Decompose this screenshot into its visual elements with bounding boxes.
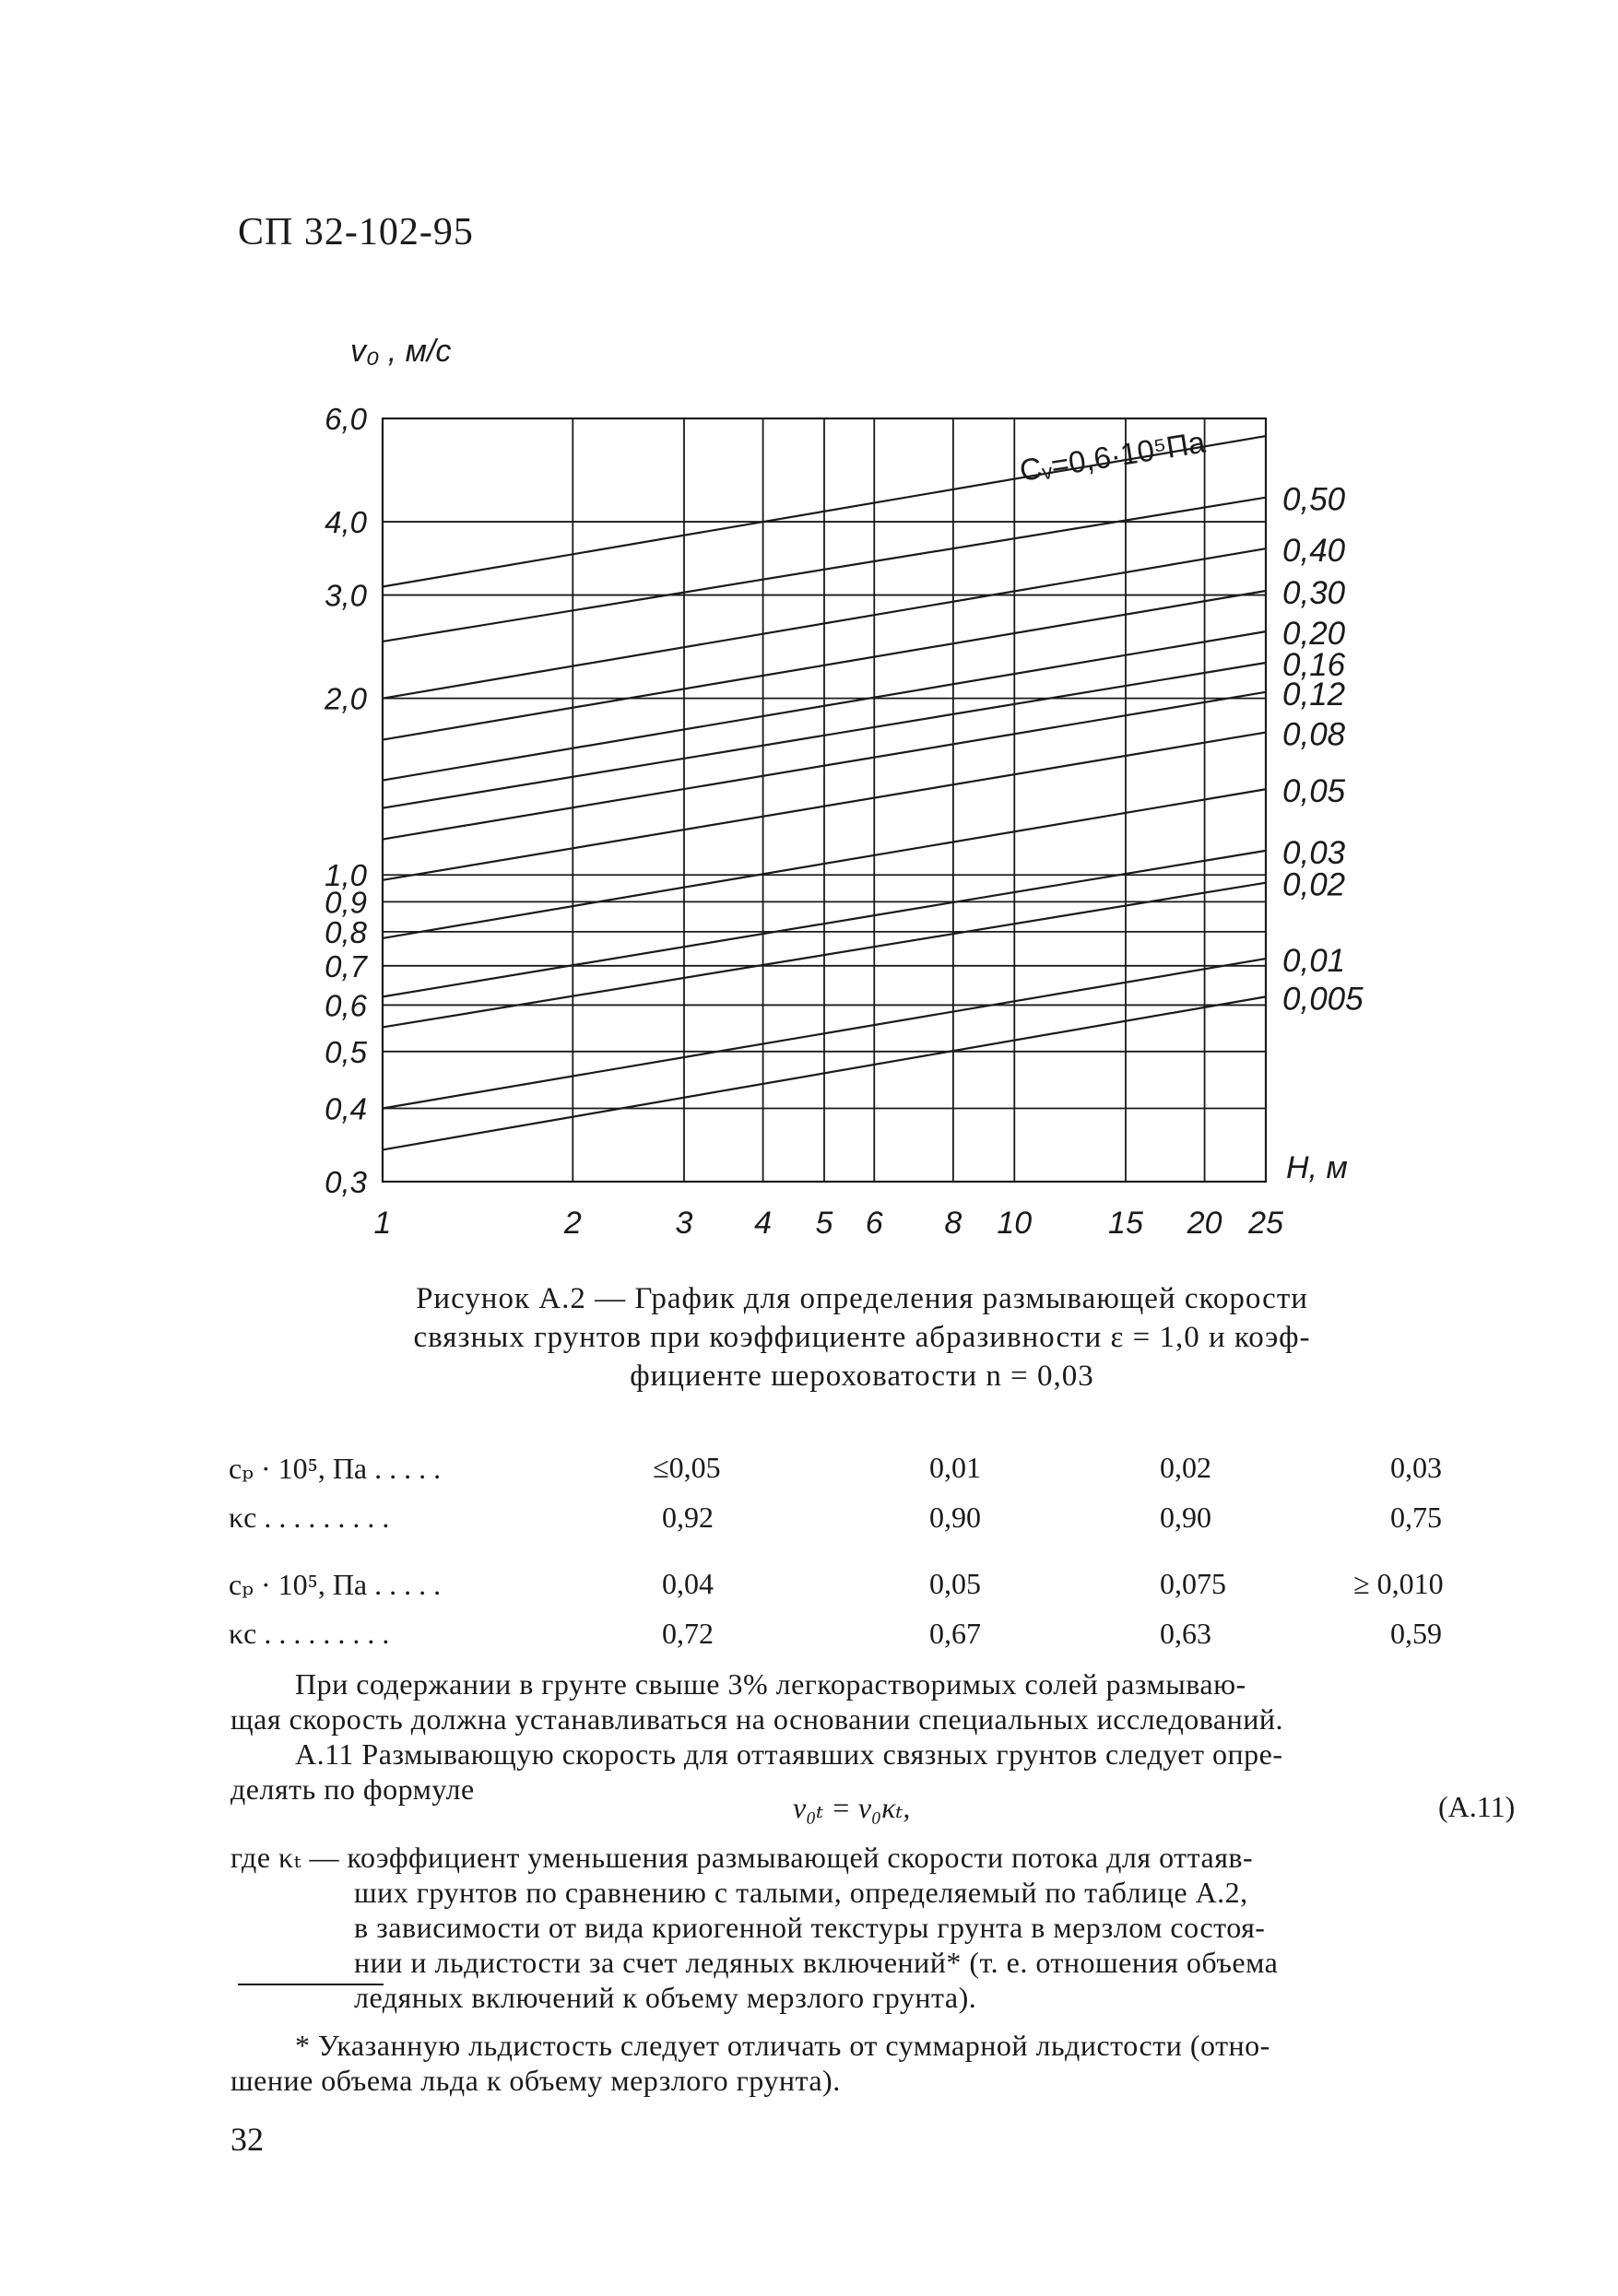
- table-cell: 0,075: [1160, 1567, 1226, 1600]
- y-tick-label: 2,0: [325, 681, 367, 716]
- formula-number: (А.11): [1438, 1790, 1516, 1823]
- y-tick-label: 0,4: [325, 1091, 367, 1126]
- paragraph-line: щая скорость должна устанавливаться на основании специальных исследований.: [230, 1702, 1283, 1736]
- series-label: 0,30: [1282, 575, 1346, 612]
- top-series-label: Сᵥ=0,6·10⁵Па: [1017, 424, 1208, 488]
- series-label: 0,005: [1282, 981, 1364, 1018]
- page-number: 32: [230, 2121, 264, 2158]
- caption-line-1: Рисунок А.2 — График для определения размывающей скорости: [416, 1282, 1308, 1315]
- y-tick-label: 0,6: [325, 988, 367, 1023]
- paragraph-line: ледяных включений к объему мерзлого грунта).: [354, 1981, 977, 2014]
- table-cell: 0,72: [662, 1617, 714, 1650]
- table-cell: 0,63: [1160, 1617, 1211, 1650]
- series-label: 0,01: [1282, 943, 1346, 980]
- table-row: [229, 1567, 1482, 1604]
- series-label: 0,16: [1282, 647, 1346, 684]
- x-tick-label: 10: [997, 1206, 1033, 1241]
- y-tick-label: 6,0: [325, 402, 367, 436]
- table-row: [229, 1451, 1482, 1488]
- x-tick-label: 20: [1187, 1206, 1222, 1241]
- paragraph-line: делять по формуле: [230, 1772, 475, 1806]
- paragraph-line: А.11 Размывающую скорость для оттаявших связных грунтов следует опре-: [295, 1737, 1283, 1771]
- table-cell: 0,90: [1160, 1501, 1211, 1534]
- x-tick-label: 4: [754, 1206, 773, 1241]
- footnote-line: * Указанную льдистость следует отличать от суммарной льдистости (отно-: [295, 2029, 1270, 2062]
- x-tick-label: 3: [675, 1206, 693, 1241]
- table-row-label: κc . . . . . . . . .: [229, 1617, 390, 1650]
- table-row-label: κc . . . . . . . . .: [229, 1501, 390, 1534]
- series-label: 0,02: [1282, 866, 1346, 903]
- y-axis-label: v₀ , м/с: [350, 334, 452, 369]
- y-tick-label: 0,3: [325, 1165, 367, 1199]
- x-tick-label: 25: [1248, 1206, 1283, 1241]
- table-cell: 0,75: [1390, 1501, 1442, 1534]
- series-label: 0,03: [1282, 834, 1346, 871]
- y-tick-label: 0,8: [325, 914, 367, 949]
- series-label: 0,50: [1282, 481, 1346, 518]
- table-row-label: cₚ · 10⁵, Па . . . . .: [229, 1568, 442, 1601]
- footnote-divider: [238, 1984, 384, 1985]
- y-tick-label: 3,0: [325, 578, 367, 613]
- y-tick-label: 4,0: [325, 505, 367, 540]
- paragraph-line: ших грунтов по сравнению с талыми, определяемый по таблице А.2,: [354, 1876, 1248, 1909]
- document-code: СП 32-102-95: [238, 211, 474, 253]
- table-row-label: cₚ · 10⁵, Па . . . . .: [229, 1452, 442, 1485]
- chart-grid: [383, 418, 1266, 1182]
- y-tick-label: 0,7: [325, 948, 367, 983]
- footnote-line: шение объема льда к объему мерзлого грунта).: [230, 2064, 841, 2097]
- table-cell: 0,59: [1390, 1617, 1442, 1650]
- table-cell: 0,92: [662, 1501, 714, 1534]
- x-tick-label: 8: [944, 1206, 963, 1241]
- chart-labels: [324, 334, 1364, 1241]
- table-cell: ≥ 0,010: [1353, 1567, 1444, 1600]
- table-cell: ≤0,05: [653, 1451, 721, 1484]
- y-tick-label: 1,0: [325, 858, 367, 893]
- table-row: [229, 1617, 1482, 1654]
- table-row: [229, 1501, 1482, 1537]
- x-tick-label: 15: [1108, 1206, 1143, 1241]
- formula: v₀ₜ = v₀κₜ,: [793, 1791, 911, 1824]
- table-cell: 0,67: [929, 1617, 981, 1650]
- paragraph-line: При содержании в грунте свыше 3% легкорастворимых солей размываю-: [295, 1667, 1246, 1701]
- table-cell: 0,01: [929, 1451, 981, 1484]
- caption-line-3: фициенте шероховатости n = 0,03: [630, 1360, 1094, 1393]
- y-tick-label: 0,9: [325, 885, 367, 920]
- series-label: 0,12: [1282, 676, 1346, 712]
- figure-caption: [313, 1279, 1411, 1395]
- x-tick-label: 6: [865, 1206, 883, 1241]
- x-tick-label: 1: [373, 1206, 392, 1241]
- table-cell: 0,03: [1390, 1451, 1442, 1484]
- x-tick-label: 5: [815, 1206, 833, 1241]
- caption-line-2: связных грунтов при коэффициенте абразивности ε = 1,0 и коэф-: [413, 1321, 1311, 1354]
- series-label: 0,20: [1282, 616, 1346, 653]
- paragraph-line: нии и льдистости за счет ледяных включений* (т. е. отношения объема: [354, 1946, 1279, 1979]
- table-cell: 0,02: [1160, 1451, 1211, 1484]
- x-axis-label: H, м: [1286, 1150, 1348, 1185]
- series-label: 0,40: [1282, 533, 1346, 570]
- x-tick-label: 2: [563, 1206, 582, 1241]
- paragraph-line: где κₜ — коэффициент уменьшения размывающей скорости потока для оттаяв-: [230, 1841, 1254, 1874]
- series-label: 0,08: [1282, 716, 1346, 753]
- y-tick-label: 0,5: [325, 1034, 367, 1069]
- table-cell: 0,04: [662, 1567, 714, 1600]
- series-label: 0,05: [1282, 773, 1346, 810]
- paragraph-line: в зависимости от вида криогенной текстуры грунта в мерзлом состоя-: [354, 1911, 1266, 1944]
- table-cell: 0,90: [929, 1501, 981, 1534]
- table-cell: 0,05: [929, 1567, 981, 1600]
